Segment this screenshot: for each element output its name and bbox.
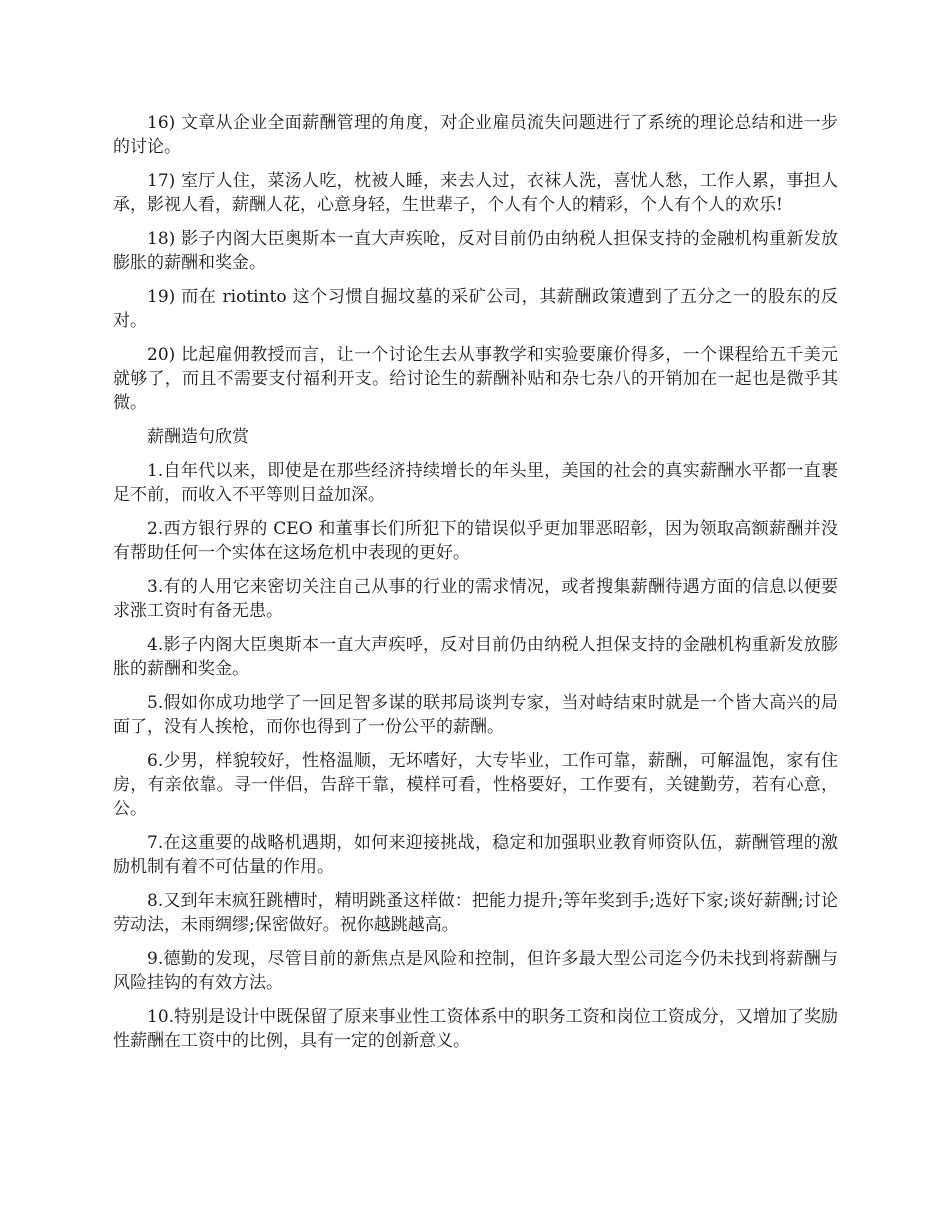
- example-sentence-2: 2.西方银行界的 CEO 和董事长们所犯下的错误似乎更加罪恶昭彰，因为领取高额薪酬并没有帮助任何一个实体在这场危机中表现的更好。: [113, 519, 838, 563]
- example-sentence-6: 6.少男，样貌较好，性格温顺，无坏嗜好，大专毕业，工作可靠，薪酬，可解温饱，家有住房，有亲依靠。寻一伴侣，告辞干靠，模样可看，性格要好，工作要有，关键勤劳，若有心意，公。: [113, 751, 838, 819]
- document-body: [113, 111, 838, 1063]
- example-sentence-9: 9.德勤的发现，尽管目前的新焦点是风险和控制，但许多最大型公司迄今仍未找到将薪酬与风险挂钩的有效方法。: [113, 949, 838, 993]
- example-sentence-3: 3.有的人用它来密切关注自己从事的行业的需求情况，或者搜集薪酬待遇方面的信息以便要求涨工资时有备无患。: [113, 577, 838, 621]
- paragraph-19: 19) 而在 riotinto 这个习惯自掘坟墓的采矿公司，其薪酬政策遭到了五分之一的股东的反对。: [113, 287, 838, 331]
- example-sentence-1: 1.自年代以来，即使是在那些经济持续增长的年头里，美国的社会的真实薪酬水平都一直裹足不前，而收入不平等则日益加深。: [113, 461, 838, 505]
- example-sentence-8: 8.又到年末疯狂跳槽时，精明跳蚤这样做：把能力提升;等年奖到手;选好下家;谈好薪酬;讨论劳动法，未雨绸缪;保密做好。祝你越跳越高。: [113, 891, 838, 935]
- paragraph-17: 17) 室厅人住，菜汤人吃，枕被人睡，来去人过，衣袜人洗，喜忧人愁，工作人累，事担人承，影视人看，薪酬人花，心意身轻，生世辈子，个人有个人的精彩，个人有个人的欢乐!: [113, 171, 838, 215]
- example-sentence-4: 4.影子内阁大臣奥斯本一直大声疾呼，反对目前仍由纳税人担保支持的金融机构重新发放膨胀的薪酬和奖金。: [113, 635, 838, 679]
- example-sentence-7: 7.在这重要的战略机遇期，如何来迎接挑战，稳定和加强职业教育师资队伍，薪酬管理的激励机制有着不可估量的作用。: [113, 833, 838, 877]
- example-sentence-10: 10.特别是设计中既保留了原来事业性工资体系中的职务工资和岗位工资成分，又增加了奖励性薪酬在工资中的比例，具有一定的创新意义。: [113, 1007, 838, 1051]
- section-heading: 薪酬造句欣赏: [147, 427, 249, 447]
- paragraph-16: 16) 文章从企业全面薪酬管理的角度，对企业雇员流失问题进行了系统的理论总结和进一步的讨论。: [113, 113, 838, 157]
- example-sentence-5: 5.假如你成功地学了一回足智多谋的联邦局谈判专家，当对峙结束时就是一个皆大高兴的局面了，没有人挨枪，而你也得到了一份公平的薪酬。: [113, 693, 838, 737]
- paragraph-18: 18) 影子内阁大臣奥斯本一直大声疾呛，反对目前仍由纳税人担保支持的金融机构重新发放膨胀的薪酬和奖金。: [113, 229, 838, 273]
- paragraph-20: 20) 比起雇佣教授而言，让一个讨论生去从事教学和实验要廉价得多，一个课程给五千美元就够了，而且不需要支付福利开支。给讨论生的薪酬补贴和杂七杂八的开销加在一起也是微乎其微。: [113, 345, 838, 413]
